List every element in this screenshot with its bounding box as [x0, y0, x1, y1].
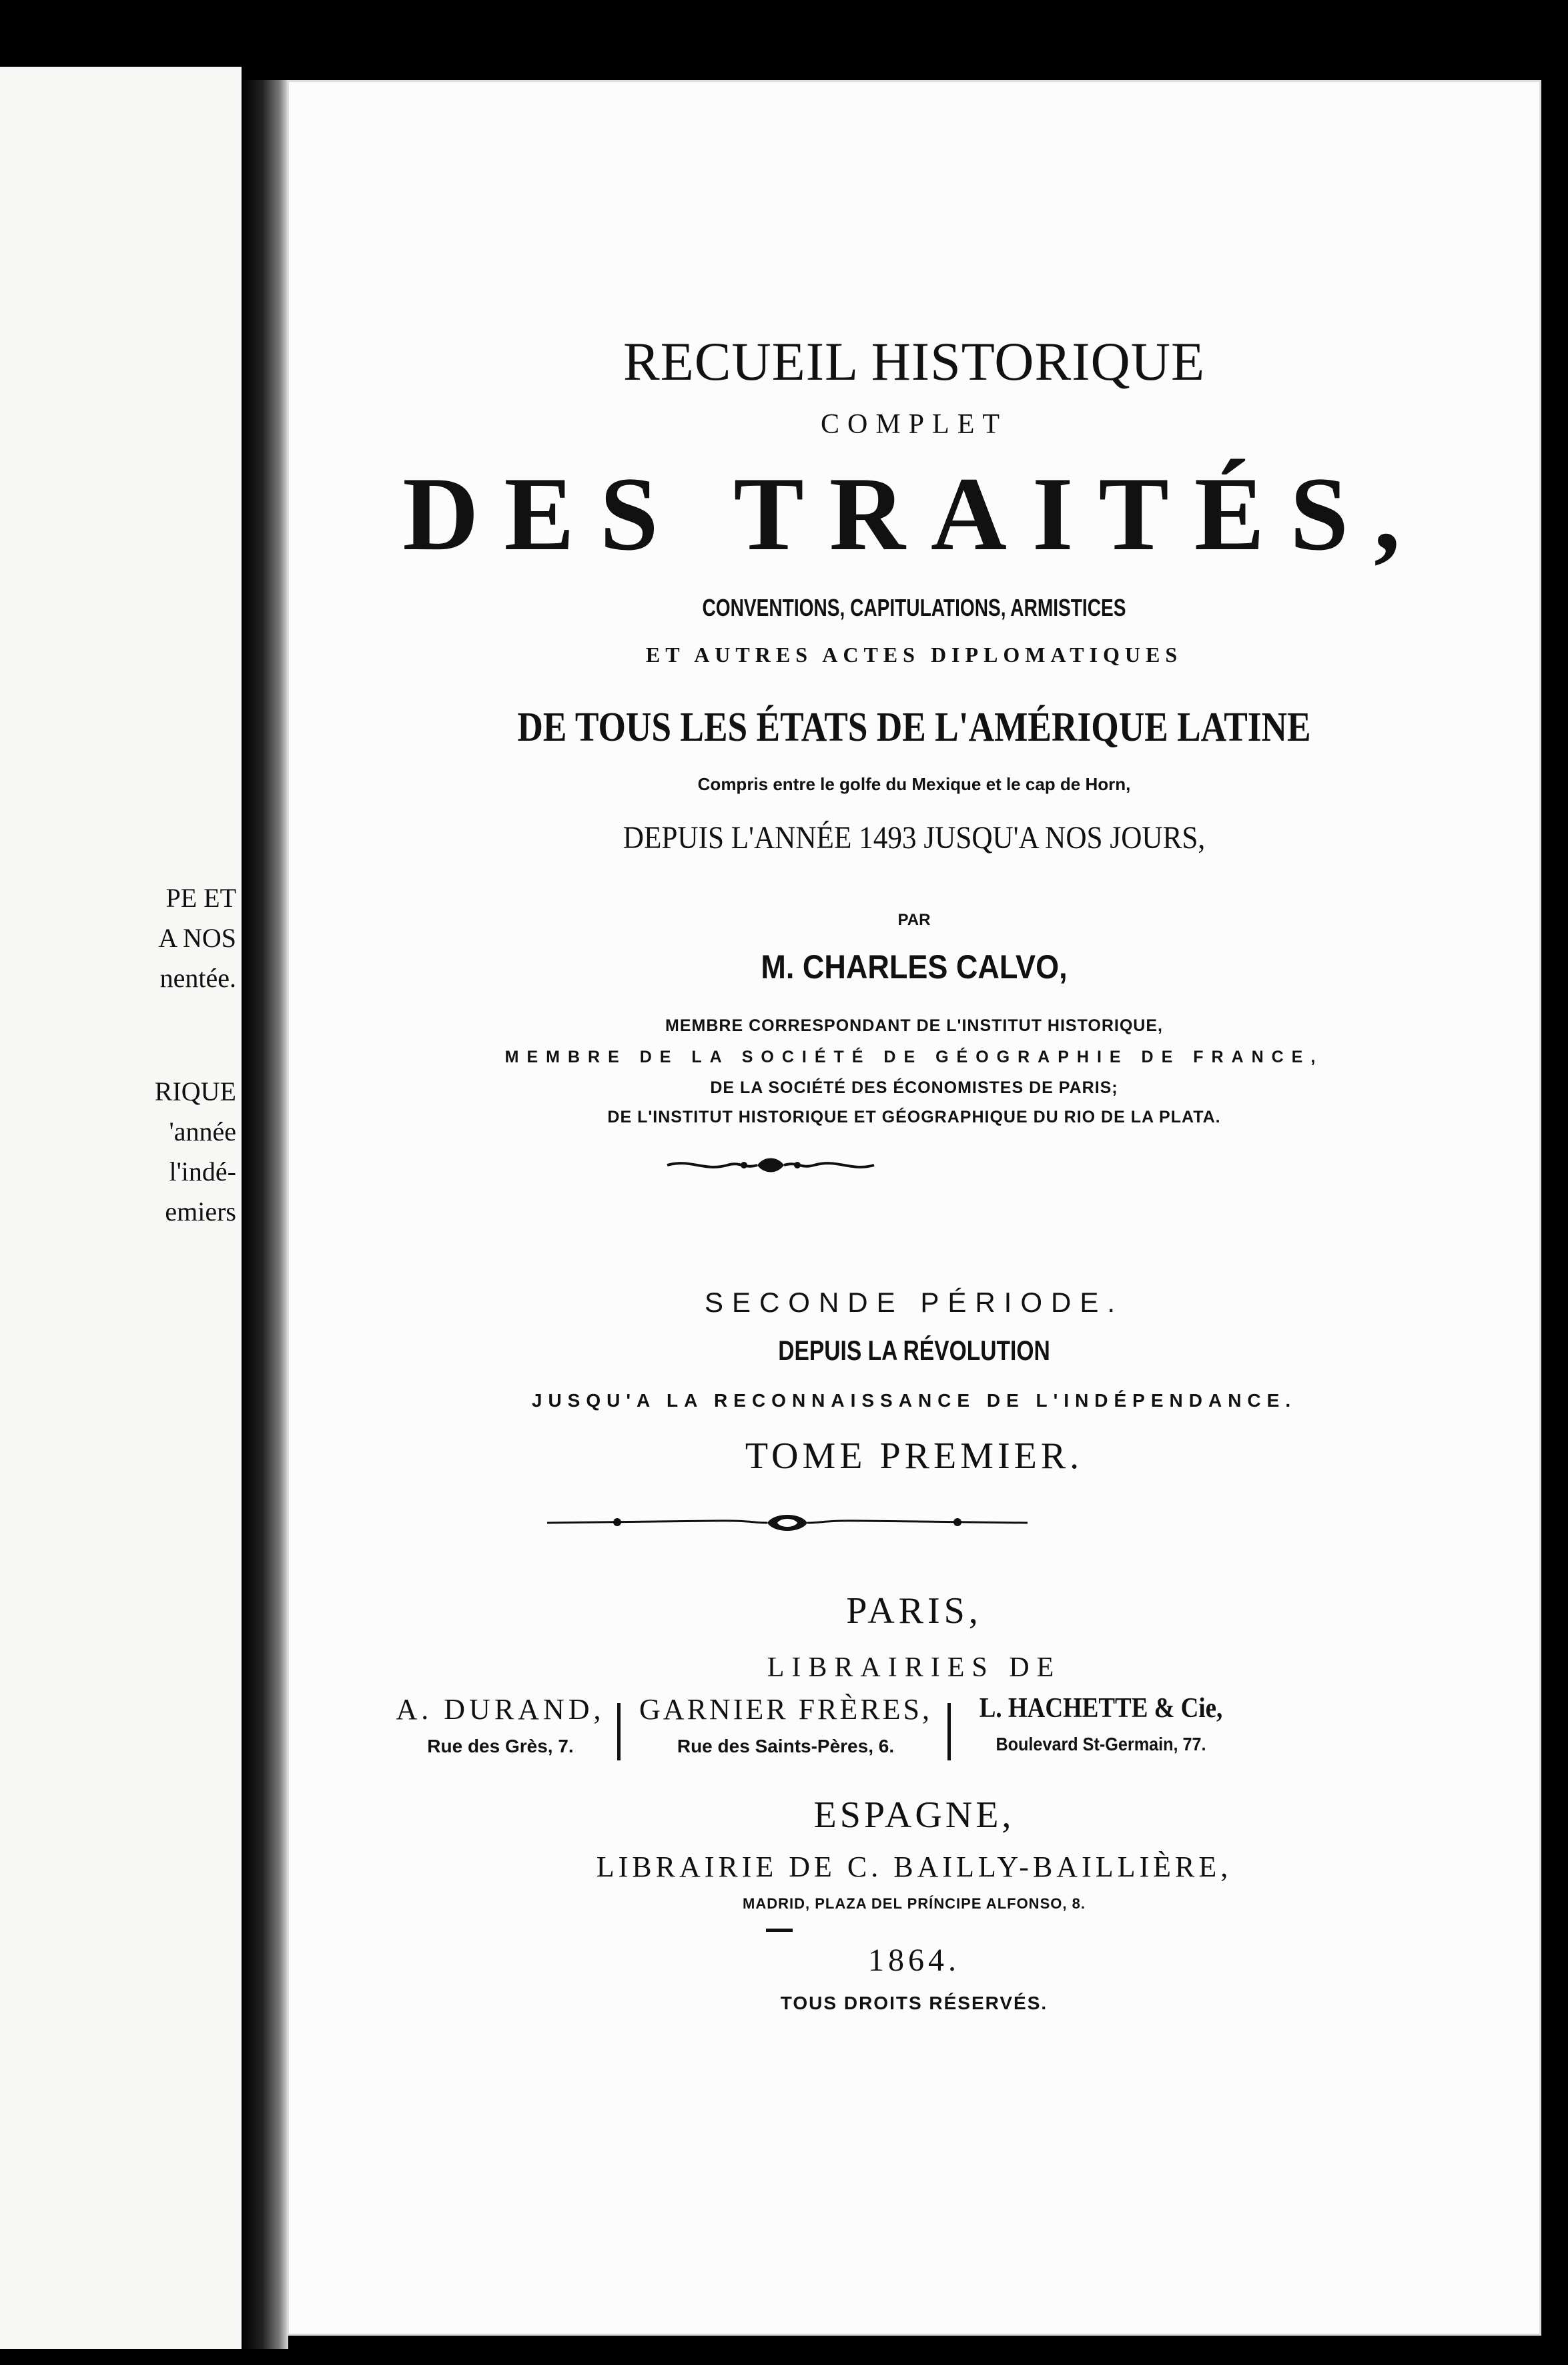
publication-country: ESPAGNE,	[813, 1794, 1015, 1836]
publisher-name: A. DURAND,	[396, 1693, 605, 1726]
credential-line: DE L'INSTITUT HISTORIQUE ET GÉOGRAPHIQUE DU RIO DE LA PLATA.	[607, 1108, 1221, 1126]
publisher-name: L. HACHETTE & Cie,	[979, 1693, 1223, 1724]
spanish-publisher: LIBRAIRIE DE C. BAILLY-BAILLIÈRE,	[596, 1850, 1232, 1883]
main-title: DES TRAITÉS,	[402, 456, 1426, 573]
period-title: SECONDE PÉRIODE.	[704, 1287, 1124, 1318]
publisher-garnier	[627, 1692, 944, 1757]
left-page-fragment: l'indé-	[169, 1156, 236, 1187]
left-page-fragment: PE ET	[165, 883, 236, 913]
left-page-fragment: emiers	[165, 1197, 236, 1227]
credential-line: DE LA SOCIÉTÉ DES ÉCONOMISTES DE PARIS;	[710, 1078, 1118, 1097]
volume-title: TOME PREMIER.	[745, 1435, 1084, 1477]
subtitle-actes: ET AUTRES ACTES DIPLOMATIQUES	[645, 643, 1183, 667]
ornament-rule	[547, 1509, 1028, 1536]
publisher-address: Boulevard St-Germain, 77.	[996, 1734, 1206, 1754]
title-line-2: COMPLET	[820, 409, 1008, 440]
left-page-fragment: RIQUE	[154, 1076, 236, 1106]
left-page-fragment: 'année	[169, 1116, 236, 1146]
author-name: M. CHARLES CALVO,	[761, 948, 1068, 986]
credential-line: MEMBRE DE LA SOCIÉTÉ DE GÉOGRAPHIE DE FRANCE,	[504, 1048, 1324, 1066]
column-divider	[617, 1703, 621, 1760]
subtitle-dates: DEPUIS L'ANNÉE 1493 JUSQU'A NOS JOURS,	[623, 820, 1206, 856]
publishers-heading: LIBRAIRIES DE	[767, 1652, 1062, 1683]
subtitle-geography: Compris entre le golfe du Mexique et le cap de Horn,	[697, 774, 1131, 794]
subtitle-conventions: CONVENTIONS, CAPITULATIONS, ARMISTICES	[702, 594, 1126, 621]
publisher-durand	[354, 1692, 647, 1757]
publisher-hachette	[957, 1692, 1244, 1755]
credential-line: MEMBRE CORRESPONDANT DE L'INSTITUT HISTORIQUE,	[665, 1016, 1163, 1035]
short-rule	[766, 1929, 793, 1932]
title-page	[287, 80, 1541, 2336]
ornament-flourish	[664, 1152, 877, 1178]
left-page-fragment: A NOS	[158, 923, 236, 953]
publication-city: PARIS,	[846, 1590, 982, 1632]
title-line-1: RECUEIL HISTORIQUE	[623, 331, 1206, 392]
subtitle-etats: DE TOUS LES ÉTATS DE L'AMÉRIQUE LATINE	[517, 705, 1311, 750]
spanish-address: MADRID, PLAZA DEL PRÍNCIPE ALFONSO, 8.	[743, 1895, 1086, 1912]
publisher-address: Rue des Grès, 7.	[427, 1736, 574, 1756]
rights-notice: TOUS DROITS RÉSERVÉS.	[780, 1993, 1048, 2013]
publisher-address: Rue des Saints-Pères, 6.	[677, 1736, 895, 1756]
column-divider	[947, 1703, 951, 1760]
by-label: PAR	[897, 911, 931, 929]
left-page-fragment: nentée.	[159, 963, 236, 993]
book-gutter	[242, 80, 288, 2349]
left-facing-page	[0, 67, 242, 2349]
period-subtitle-1: DEPUIS LA RÉVOLUTION	[778, 1335, 1050, 1366]
publisher-name: GARNIER FRÈRES,	[639, 1693, 932, 1726]
period-subtitle-2: JUSQU'A LA RECONNAISSANCE DE L'INDÉPENDANCE.	[531, 1390, 1297, 1411]
publication-year: 1864.	[868, 1943, 960, 1978]
